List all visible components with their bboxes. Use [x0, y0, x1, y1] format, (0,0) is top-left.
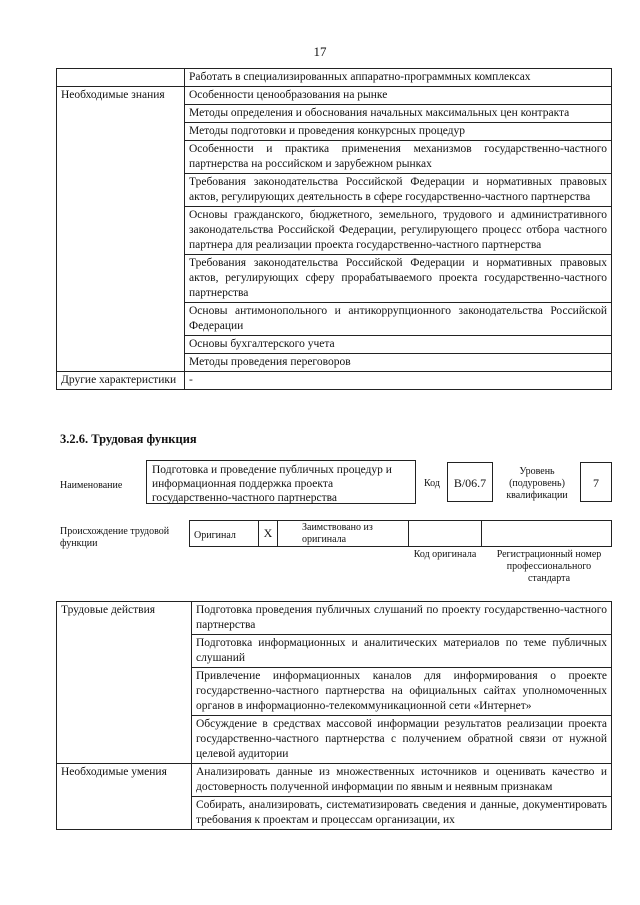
table-cell: Работать в специализированных аппаратно-программных комплексах — [185, 69, 612, 87]
section-title: 3.2.6. Трудовая функция — [60, 432, 197, 446]
original-label: Оригинал — [194, 530, 236, 541]
code-label: Код — [424, 478, 440, 489]
code-value-box: B/06.7 — [447, 462, 493, 502]
row-label: Другие характеристики — [57, 372, 185, 390]
page-number: 17 — [313, 44, 327, 59]
row-label: Необходимые умения — [57, 764, 192, 830]
table-cell: Методы подготовки и проведения конкурсных процедур — [185, 123, 612, 141]
table-cell: Требования законодательства Российской Федерации и нормативных правовых актов, регулирующих сферу прорабатываемого проекта государственно-частного партнерства — [185, 255, 612, 303]
table-cell: Анализировать данные из множественных источников и оценивать качество и достоверность полученной информации по явным и неявным признакам — [192, 764, 612, 797]
table-cell: Привлечение информационных каналов для информирования о проекте государственно-частного партнерства на официальных сайтах уполномоченных органов в информационно-телекоммуникационной сети «Интернет» — [192, 668, 612, 716]
table-cell: Особенности и практика применения механизмов государственно-частного партнерства на российском и зарубежном рынках — [185, 141, 612, 174]
row-label: Необходимые знания — [57, 87, 185, 372]
table-row — [57, 602, 612, 635]
table-cell: - — [185, 372, 612, 390]
function-name-box: Подготовка и проведение публичных процедур и информационная поддержка проекта государственно-частного партнерства — [146, 460, 416, 504]
table-cell: Методы проведения переговоров — [185, 354, 612, 372]
level-value-box: 7 — [580, 462, 612, 502]
reg-number-caption: Регистрационный номер профессионального стандарта — [496, 549, 602, 584]
table-cell: Особенности ценообразования на рынке — [185, 87, 612, 105]
table-cell: Основы антимонопольного и антикоррупционного законодательства Российской Федерации — [185, 303, 612, 336]
table-row — [57, 87, 612, 105]
original-mark: X — [263, 526, 273, 540]
table-cell: Подготовка информационных и аналитических материалов по теме публичных слушаний — [192, 635, 612, 668]
table-cell: Требования законодательства Российской Федерации и нормативных правовых актов, регулирующих деятельность в сфере государственно-частного партнерства — [185, 174, 612, 207]
knowledge-table — [56, 68, 612, 390]
row-label — [57, 69, 185, 87]
code-original-caption: Код оригинала — [413, 549, 477, 560]
origin-label: Происхождение трудовой функции — [60, 526, 170, 549]
row-label: Трудовые действия — [57, 602, 192, 764]
table-cell: Подготовка проведения публичных слушаний по проекту государственно-частного партнерства — [192, 602, 612, 635]
level-label: Уровень (подуровень) квалификации — [506, 466, 568, 501]
code-original-cell — [408, 520, 482, 547]
name-label: Наименование — [60, 480, 123, 491]
table-cell: Основы бухгалтерского учета — [185, 336, 612, 354]
table-cell: Методы определения и обоснования начальных максимальных цен контракта — [185, 105, 612, 123]
table-row — [57, 69, 612, 87]
table-cell: Основы гражданского, бюджетного, земельного, трудового и административного законодательства Российской Федерации, регулирующего процесс отбора частного партнера для реализации проекта государственно-частного партнерства — [185, 207, 612, 255]
table-row — [57, 764, 612, 797]
table-row — [57, 372, 612, 390]
labor-actions-table — [56, 601, 612, 830]
borrowed-label: Заимствовано из оригинала — [302, 522, 373, 545]
table-cell: Обсуждение в средствах массовой информации результатов реализации проекта государственно-частного партнерства с получением обратной связи от нужной целевой аудитории — [192, 716, 612, 764]
table-cell: Собирать, анализировать, систематизировать сведения и данные, документировать требования к проектам и процессам организации, их — [192, 797, 612, 830]
